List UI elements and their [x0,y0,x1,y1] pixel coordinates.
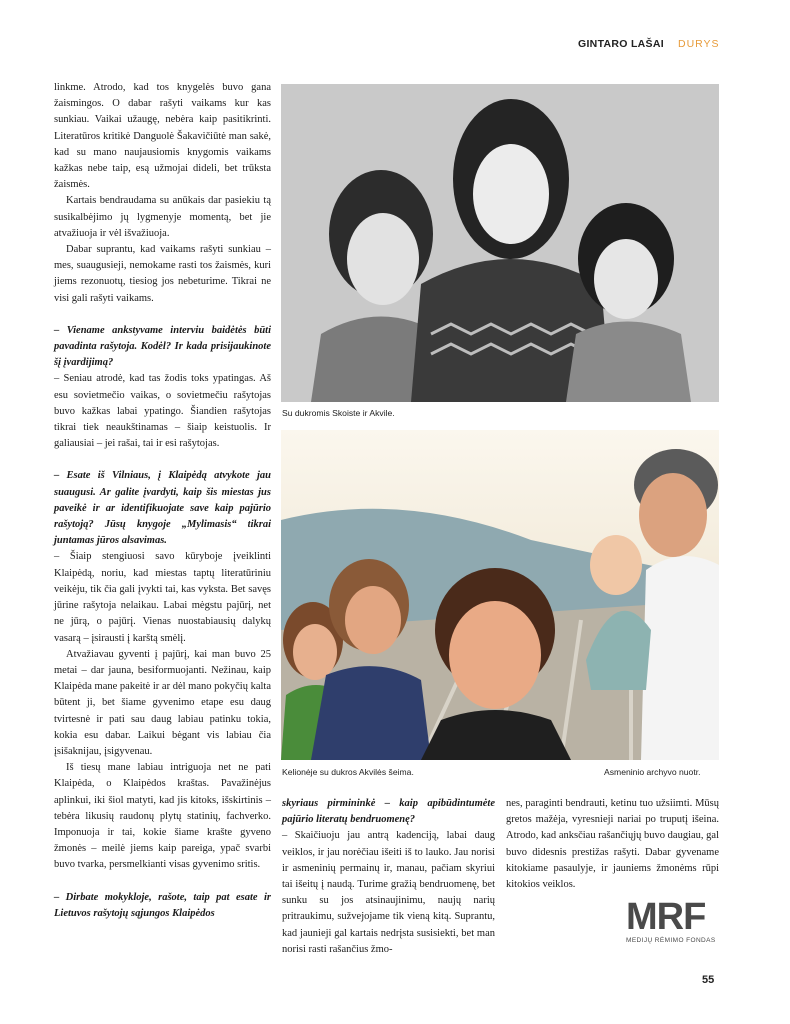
running-header [560,38,720,54]
photo-caption: Kelionėje su dukros Akvilės šeima. [282,767,414,777]
photo-selfie-illustration [281,430,719,760]
logo-mark: MRF [626,896,706,938]
photo-portrait-illustration [281,84,719,402]
family-photo-bw [281,84,719,402]
interview-question: – Viename ankstyvame interviu baidėtės būti pavadinta rašytoja. Kodėl? Ir kada prisijaukinote šį įvardijimą? [54,324,271,369]
paragraph: linkme. Atrodo, kad tos knygelės buvo gana žaismingos. O dabar rašyti vaikams kur kas sunkiau. Vaikai užaugę, nebėra kaip pasitikrinti. Literatūros kritikė Danguolė Šakavičiūtė man sakė, kad su mano naujausiomis knygomis vaikams kažkas nebe taip, esą užmojai dideli, bet trūksta žaismės. [54,82,271,191]
header-section: DURYS [678,38,720,50]
interview-question: skyriaus pirmininkė – kaip apibūdintumėte pajūrio literatų bendruomenę? [282,798,495,826]
mrf-logo [626,898,718,948]
paragraph: Atvažiavau gyventi į pajūrį, kai man buvo 25 metai – dar jauna, besiformuojanti. Nežinau, kaip Klaipėda mane pakeitė ir ar dėl mano pokyčių kalta būtent ji, bet šiame gyvenimo etape esu daug tvirtesnė ir pati sau daug labiau patinku tokia, kokia esu dabar. Laikui bėgant vis labiau čia įsišaknijau, įsigyvenau. [54,648,271,757]
logo-fund-name: MEDIJŲ RĖMIMO FONDAS [626,937,716,944]
page-number: 55 [702,974,715,986]
paragraph: Dabar suprantu, kad vaikams rašyti sunkiau – mes, suaugusieji, nemokame rasti tos žaismės, kuri jiems rezonuotų, tiesiog jos nebeturime. Tikrai ne visi gali rašyti vaikams. [54,244,271,304]
text-column-right [506,796,719,896]
interview-question: – Esate iš Vilniaus, į Klaipėdą atvykote jau suaugusi. Ar galite įvardyti, kaip šis miestas jus paveikė ir ar identifikuojate save kaip pajūrio rašytoją? Jūsų knygoje „Mylimasis“ tikrai juntamas jūros alsavimas. [54,470,271,547]
photo-credit: Asmeninio archyvo nuotr. [604,767,701,777]
photo-caption: Su dukromis Skoiste ir Akvile. [282,408,395,418]
family-photo-color [281,430,719,760]
paragraph: nes, paraginti bendrauti, ketinu tuo užsiimti. Mūsų gretos mažėja, vyresnieji nariai po truputį išeina. Atrodo, kad anksčiau rašančiųjų buvo daugiau, gal buvo didesnis prestižas rašyti. Dabar gyvename kitokiame pasaulyje, ir jauniems žmonėms rūpi kitokios veiklos. [506,798,719,891]
text-column-middle [282,796,495,956]
header-author: GINTARO LAŠAI [578,38,664,50]
interview-answer: – Seniau atrodė, kad tas žodis toks ypatingas. Aš esu sovietmečio vaikas, o sovietmečiu rašytojas buvo kažkas labai ypatingo. Šiandien rašytojas tikrai tiek neaukštinamas – šiaip keistuolis. Ir galiausiai – jei rašai, tai ir esi rašytojas. [54,373,271,450]
paragraph: Kartais bendraudama su anūkais dar pasiekiu tą susikalbėjimo jų lygmenyje momentą, bet jie atvažiuoja ir vėl išvažiuoja. [54,195,271,239]
interview-question: – Dirbate mokykloje, rašote, taip pat esate ir Lietuvos rašytojų sąjungos Klaipėdos [54,891,271,919]
interview-answer: – Šiaip stengiuosi savo kūryboje įveiklinti Klaipėdą, noriu, kad miestas taptų literatūriniu veikėju, tik čia gali įvykti tai, kas vyksta. Bet savęs jūrine rašytoja nelaikau. Labai mėgstu pajūrį, net ne jūrą, o pajūrį. Vienas nuostabiausių dalykų vasarą – įsirausti į karštą smėlį. [54,551,271,644]
text-column-left [54,80,271,950]
interview-answer: – Skaičiuoju jau antrą kadenciją, labai daug veiklos, ir jau norėčiau išeiti iš to lauko. Jau norisi ir asmeninių permainų ir, manau, pačiam skyriui tai išeitų į naudą. Turime gražią bendruomenę, bet sunku su jos atsinaujinimu, naujų narių pritraukimu, sužvejojame tik vieną kitą. Suprantu, kad jaunieji gal kartais nedrįsta susisiekti, bet man norisi rasti rašančius žmo- [282,830,495,955]
paragraph: Iš tiesų mane labiau intriguoja net ne pati Klaipėda, o Klaipėdos kraštas. Pavažinėjus aplinkui, iki šiol matyti, kad jis kitoks, išskirtinis – tebėra likusių raudonų plytų statinių, fachverko. Imponuoja ir tai, kokie šiame krašte gyveno žmonės – meilė jiems kaip pareiga, ypač svarbi buvo tvarka, persmelkianti visas gyvenimo sritis. [54,762,271,871]
